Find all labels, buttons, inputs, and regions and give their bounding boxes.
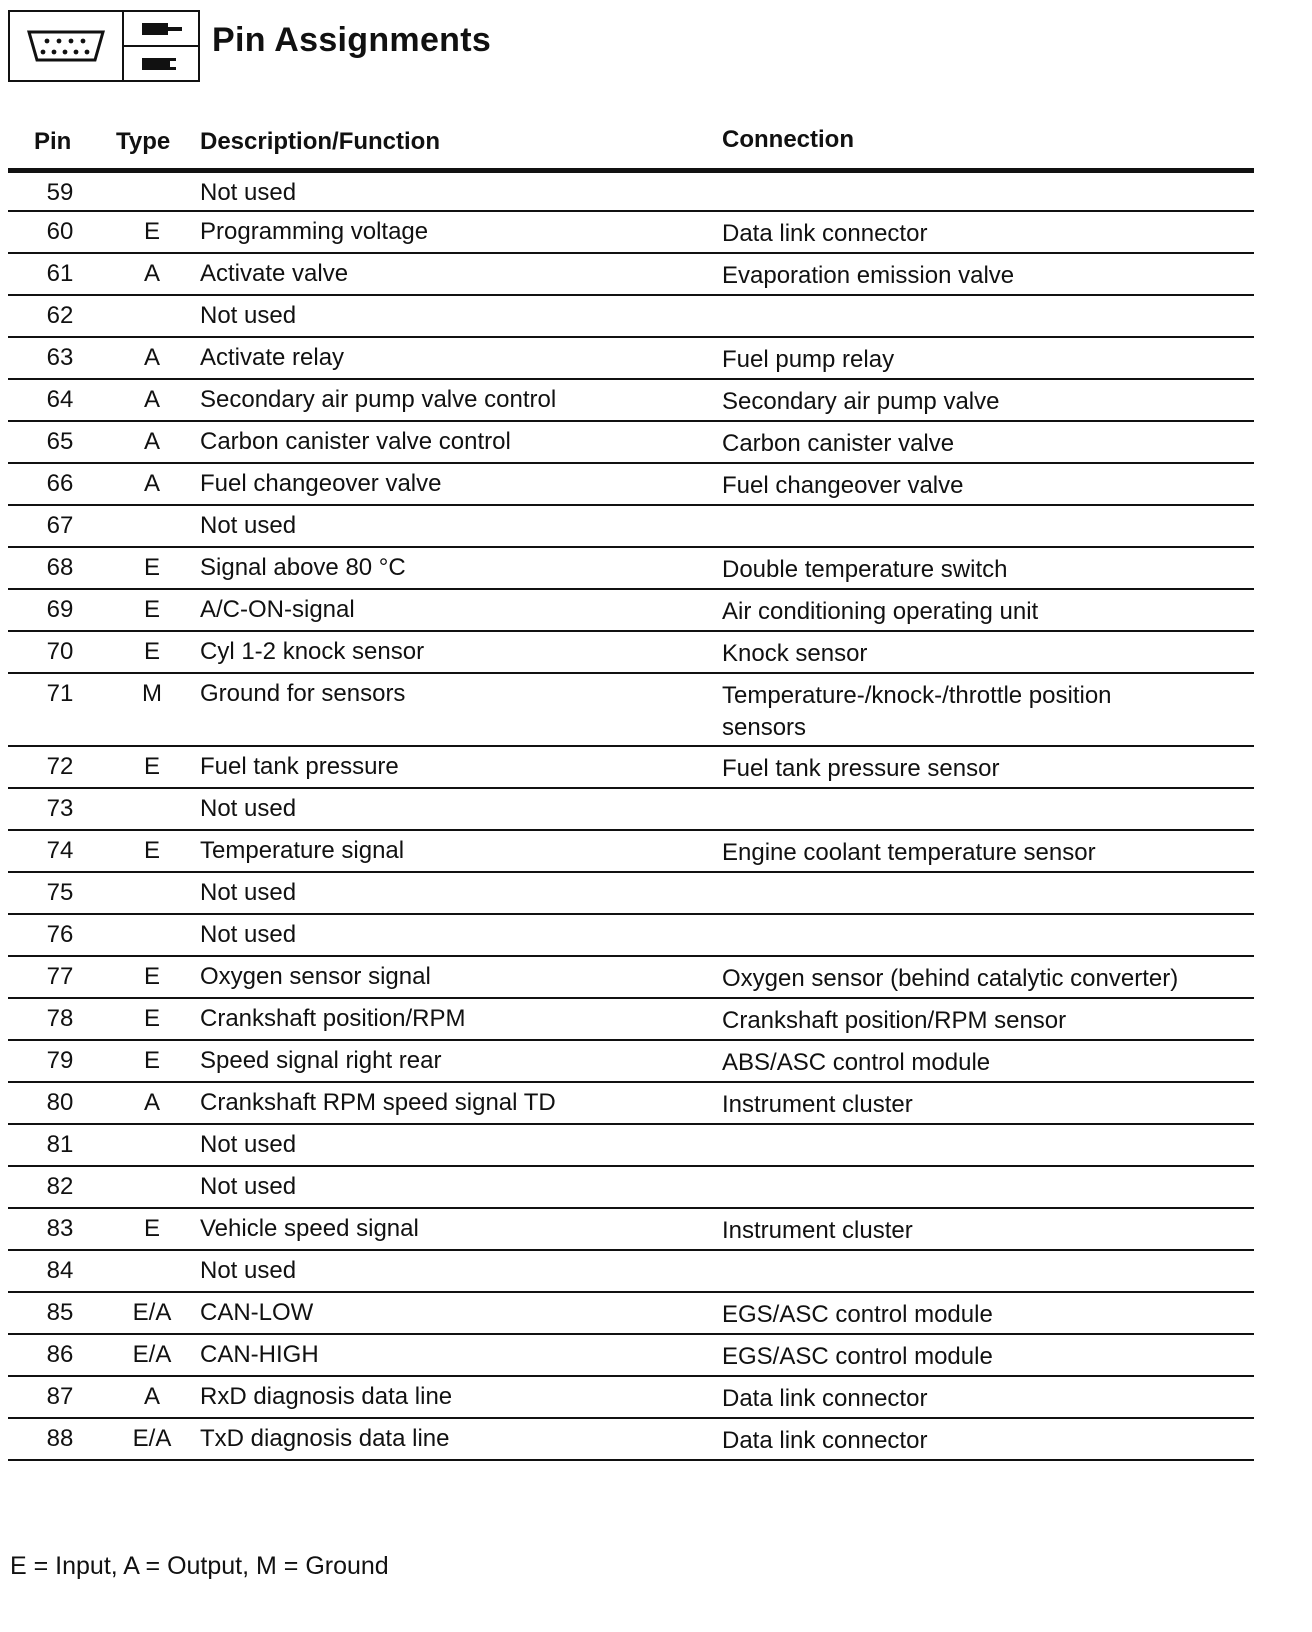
table-row — [8, 548, 1254, 590]
connector-icon-box — [8, 10, 124, 82]
connection-cell: Oxygen sensor (behind catalytic converter) — [722, 965, 1179, 992]
pin-cell: 61 — [46, 260, 74, 287]
type-cell: A — [143, 386, 160, 413]
type-cell: A — [143, 1383, 160, 1410]
connection-cell: Double temperature switch — [722, 556, 1008, 583]
description-cell: Signal above 80 °C — [200, 554, 406, 581]
pin-cell: 82 — [46, 1173, 74, 1200]
table-row — [8, 873, 1254, 915]
pin-cell: 81 — [46, 1131, 74, 1158]
description-cell: CAN-LOW — [200, 1299, 314, 1326]
description-cell: Not used — [200, 1131, 297, 1158]
connection-cell — [722, 506, 1254, 512]
type-cell: E — [143, 1047, 160, 1074]
connection-cell: EGS/ASC control module — [722, 1301, 993, 1328]
connection-cell — [722, 1251, 1254, 1257]
pin-female-icon — [136, 54, 186, 74]
table-row — [8, 173, 1254, 212]
table-row — [8, 999, 1254, 1041]
description-cell: Temperature signal — [200, 837, 405, 864]
type-cell: A — [143, 1089, 160, 1116]
pin-cell: 73 — [46, 795, 74, 822]
connection-cell: Evaporation emission valve — [722, 262, 1015, 289]
connection-cell: Engine coolant temperature sensor — [722, 839, 1096, 866]
type-cell: E — [143, 596, 160, 623]
description-cell: Fuel tank pressure — [200, 753, 399, 780]
table-row — [8, 212, 1254, 254]
connection-cell: Temperature-/knock-/throttle position sensors — [722, 682, 1112, 741]
type-cell: A — [143, 470, 160, 497]
type-cell: E/A — [132, 1341, 172, 1368]
table-row — [8, 831, 1254, 873]
description-cell: Speed signal right rear — [200, 1047, 442, 1074]
page-title: Pin Assignments — [212, 20, 492, 59]
connection-cell: Data link connector — [722, 1385, 928, 1412]
pin-cell: 76 — [46, 921, 74, 948]
connection-cell: Data link connector — [722, 1427, 928, 1454]
connection-cell — [722, 1125, 1254, 1131]
pin-cell: 88 — [46, 1425, 74, 1452]
table-row — [8, 1419, 1254, 1461]
pin-cell: 71 — [46, 680, 74, 707]
table-row — [8, 590, 1254, 632]
connection-cell: Instrument cluster — [722, 1217, 913, 1244]
description-cell: Activate valve — [200, 260, 349, 287]
table-body — [8, 173, 1254, 1461]
type-cell: M — [142, 680, 162, 707]
connection-cell — [722, 789, 1254, 795]
description-cell: RxD diagnosis data line — [200, 1383, 453, 1410]
connection-cell: ABS/ASC control module — [722, 1049, 991, 1076]
connection-cell: Fuel changeover valve — [722, 472, 964, 499]
type-cell — [112, 1251, 192, 1257]
table-row — [8, 789, 1254, 831]
pin-cell: 78 — [46, 1005, 74, 1032]
description-cell: Secondary air pump valve control — [200, 386, 557, 413]
type-cell — [112, 789, 192, 795]
table-row — [8, 674, 1254, 747]
type-cell: A — [143, 428, 160, 455]
type-cell: E/A — [132, 1425, 172, 1452]
table-row — [8, 254, 1254, 296]
table-row — [8, 338, 1254, 380]
pin-cell: 70 — [46, 638, 74, 665]
table-row — [8, 1377, 1254, 1419]
legend: E = Input, A = Output, M = Ground — [10, 1552, 389, 1580]
type-cell: E — [143, 554, 160, 581]
header-type: Type — [116, 128, 171, 155]
connection-cell: Air conditioning operating unit — [722, 598, 1039, 625]
pin-cell: 69 — [46, 596, 74, 623]
pin-cell: 77 — [46, 963, 74, 990]
pin-cell: 65 — [46, 428, 74, 455]
pin-cell: 75 — [46, 879, 74, 906]
pin-icon-box — [124, 10, 200, 82]
table-row — [8, 1041, 1254, 1083]
description-cell: Not used — [200, 512, 297, 539]
pin-cell: 68 — [46, 554, 74, 581]
type-cell — [112, 1125, 192, 1131]
connection-cell — [722, 296, 1254, 302]
table-row — [8, 1209, 1254, 1251]
pin-cell: 72 — [46, 753, 74, 780]
type-cell — [112, 1167, 192, 1173]
connection-cell: Carbon canister valve — [722, 430, 955, 457]
connection-cell — [722, 1167, 1254, 1173]
description-cell: TxD diagnosis data line — [200, 1425, 450, 1452]
table-row — [8, 915, 1254, 957]
description-cell: Crankshaft position/RPM — [200, 1005, 466, 1032]
description-cell: A/C-ON-signal — [200, 596, 355, 623]
table-row — [8, 296, 1254, 338]
description-cell: Programming voltage — [200, 218, 429, 245]
description-cell: Fuel changeover valve — [200, 470, 442, 497]
type-cell: E — [143, 1005, 160, 1032]
description-cell: Not used — [200, 921, 297, 948]
connection-cell: Fuel tank pressure sensor — [722, 755, 1000, 782]
table-row — [8, 747, 1254, 789]
type-cell — [112, 173, 192, 179]
type-cell — [112, 296, 192, 302]
type-cell: E — [143, 218, 160, 245]
pin-cell: 63 — [46, 344, 74, 371]
description-cell: Cyl 1-2 knock sensor — [200, 638, 425, 665]
description-cell: CAN-HIGH — [200, 1341, 319, 1368]
description-cell: Oxygen sensor signal — [200, 963, 431, 990]
connection-cell — [722, 915, 1254, 921]
type-cell — [112, 915, 192, 921]
description-cell: Crankshaft RPM speed signal TD — [200, 1089, 556, 1116]
table-row — [8, 1293, 1254, 1335]
table-row — [8, 1167, 1254, 1209]
pin-cell: 74 — [46, 837, 74, 864]
description-cell: Carbon canister valve control — [200, 428, 511, 455]
table-row — [8, 1083, 1254, 1125]
pin-table — [8, 118, 1254, 1461]
type-cell: E — [143, 753, 160, 780]
type-cell: E — [143, 963, 160, 990]
description-cell: Ground for sensors — [200, 680, 406, 707]
connection-cell: Instrument cluster — [722, 1091, 913, 1118]
type-cell: A — [143, 344, 160, 371]
table-row — [8, 957, 1254, 999]
table-row — [8, 380, 1254, 422]
type-cell: E/A — [132, 1299, 172, 1326]
type-cell: E — [143, 837, 160, 864]
pin-male-icon — [136, 19, 186, 39]
connector-icon — [23, 26, 109, 66]
connection-cell: Fuel pump relay — [722, 346, 895, 373]
pin-cell: 84 — [46, 1257, 74, 1284]
connection-cell: Knock sensor — [722, 640, 868, 667]
type-cell: E — [143, 1215, 160, 1242]
type-cell — [112, 506, 192, 512]
description-cell: Not used — [200, 795, 297, 822]
table-header — [8, 118, 1254, 173]
table-row — [8, 422, 1254, 464]
pin-cell: 64 — [46, 386, 74, 413]
connection-cell: EGS/ASC control module — [722, 1343, 993, 1370]
table-row — [8, 1335, 1254, 1377]
table-row — [8, 632, 1254, 674]
pin-cell: 67 — [46, 512, 74, 539]
description-cell: Activate relay — [200, 344, 345, 371]
table-row — [8, 1251, 1254, 1293]
table-row — [8, 506, 1254, 548]
connection-cell: Data link connector — [722, 220, 928, 247]
pin-cell: 66 — [46, 470, 74, 497]
header-connection: Connection — [722, 126, 854, 153]
description-cell: Vehicle speed signal — [200, 1215, 419, 1242]
table-row — [8, 1125, 1254, 1167]
pin-cell: 80 — [46, 1089, 74, 1116]
pin-cell: 86 — [46, 1341, 74, 1368]
pin-cell: 62 — [46, 302, 74, 329]
description-cell: Not used — [200, 179, 297, 206]
table-row — [8, 464, 1254, 506]
type-cell: A — [143, 260, 160, 287]
connection-cell: Crankshaft position/RPM sensor — [722, 1007, 1067, 1034]
type-cell: E — [143, 638, 160, 665]
description-cell: Not used — [200, 302, 297, 329]
header-pin: Pin — [34, 128, 72, 155]
pin-cell: 79 — [46, 1047, 74, 1074]
description-cell: Not used — [200, 1257, 297, 1284]
header-description: Description/Function — [200, 128, 440, 155]
pin-cell: 60 — [46, 218, 74, 245]
description-cell: Not used — [200, 1173, 297, 1200]
connection-cell: Secondary air pump valve — [722, 388, 1000, 415]
page-header — [8, 8, 491, 84]
pin-cell: 59 — [46, 179, 74, 206]
connection-cell — [722, 873, 1254, 879]
pin-cell: 83 — [46, 1215, 74, 1242]
description-cell: Not used — [200, 879, 297, 906]
connection-cell — [722, 173, 1254, 179]
pin-cell: 87 — [46, 1383, 74, 1410]
pin-cell: 85 — [46, 1299, 74, 1326]
type-cell — [112, 873, 192, 879]
